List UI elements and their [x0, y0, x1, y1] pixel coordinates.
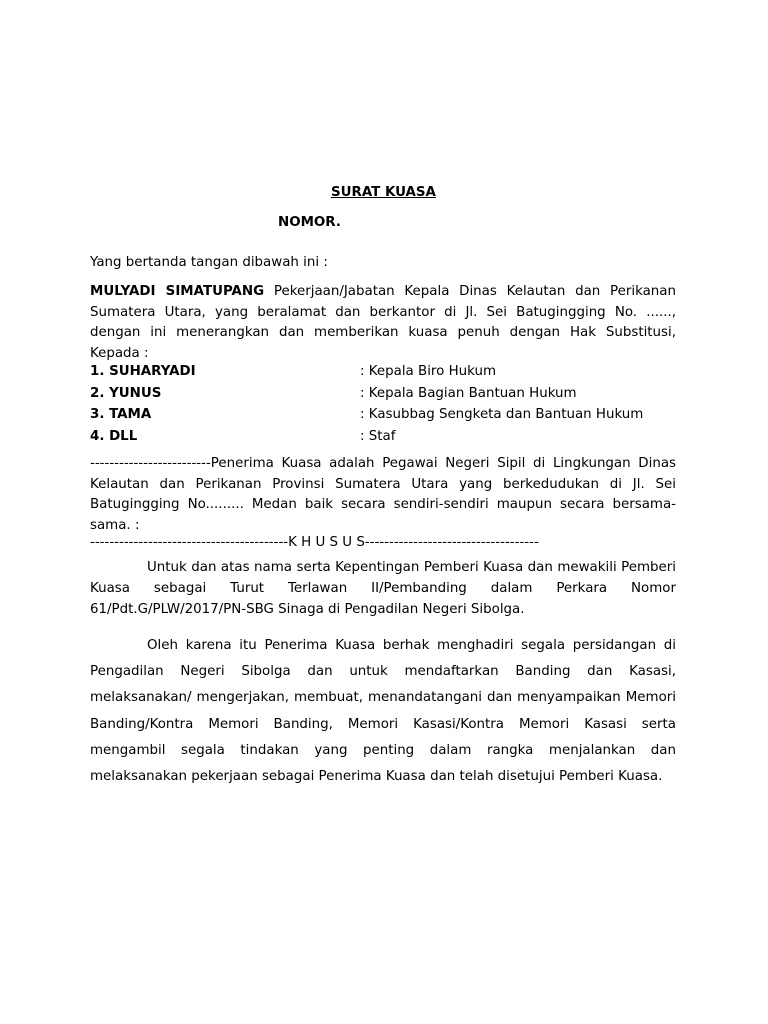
recipient-role: : Staf: [360, 428, 396, 444]
recipient-row: [90, 426, 676, 448]
recipient-name: 2. YUNUS: [90, 385, 162, 401]
body-paragraph-2: Oleh karena itu Penerima Kuasa berhak menghadiri segala persidangan di Pengadilan Negeri Sibolga dan untuk mendaftarkan Banding dan Kasasi, melaksanakan/ mengerjakan, membuat, menandatangani dan menyampaikan Memori Banding/Kontra Memori Banding, Memori Kasasi/Kontra Memori Kasasi serta mengambil segala tindakan yang penting dalam rangka menjalankan dan melaksanakan pekerjaan sebagai Penerima Kuasa dan telah disetujui Pemberi Kuasa.: [90, 638, 676, 785]
recipient-name: 3. TAMA: [90, 407, 152, 422]
grantor-name: MULYADI SIMATUPANG: [90, 284, 265, 299]
recipients-description: -------------------------Penerima Kuasa adalah Pegawai Negeri Sipil di Lingkungan Dinas Kelautan dan Perikanan Provinsi Sumatera Utara yang berkedudukan di Jl. Sei Batugingging No......... Medan baik secara sendiri-sendiri maupun secara bersama-sama. :: [90, 456, 676, 534]
recipient-row: [90, 404, 676, 426]
grantor-details: Pekerjaan/Jabatan Kepala Dinas Kelautan dan Perikanan Sumatera Utara, yang beralamat dan berkantor di Jl. Sei Batugingging No. ......, dengan ini menerangkan dan memberikan kuasa penuh dengan Hak Substitusi, Kepada :: [90, 284, 676, 361]
recipient-role: : Kepala Biro Hukum: [360, 364, 497, 379]
recipient-name: 4. DLL: [90, 428, 138, 444]
recipient-role: : Kasubbag Sengketa dan Bantuan Hukum: [360, 407, 644, 422]
recipient-row: [90, 361, 676, 383]
recipient-role: : Kepala Bagian Bantuan Hukum: [360, 385, 577, 401]
grantor-paragraph: [90, 282, 676, 364]
recipient-list: [90, 361, 676, 447]
opening-statement: Yang bertanda tangan dibawah ini :: [90, 255, 328, 270]
recipient-name: 1. SUHARYADI: [90, 364, 196, 379]
body-paragraph-1: Untuk dan atas nama serta Kepentingan Pemberi Kuasa dan mewakili Pemberi Kuasa sebagai Turut Terlawan II/Pembanding dalam Perkara Nomor 61/Pdt.G/PLW/2017/PN-SBG Sinaga di Pengadilan Negeri Sibolga.: [90, 560, 676, 617]
recipient-row: [90, 383, 676, 405]
document-number-label: NOMOR.: [278, 215, 341, 230]
khusus-divider: -----------------------------------------K H U S U S------------------------------------: [90, 535, 539, 550]
document-title: SURAT KUASA: [331, 185, 436, 200]
